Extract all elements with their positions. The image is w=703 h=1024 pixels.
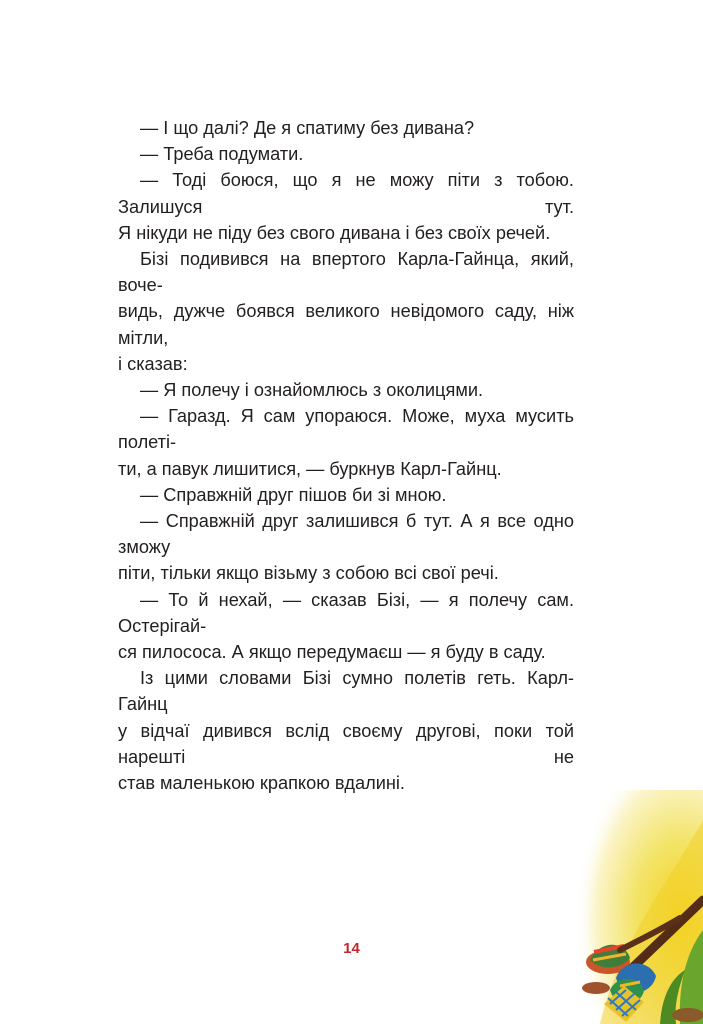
paragraph (118, 665, 574, 796)
paragraph (118, 167, 574, 246)
text-line: — Справжній друг залишився б тут. А я все одно зможу (118, 511, 574, 558)
text-line: став маленькою крапкою вдалині. (118, 773, 405, 794)
text-line: піти, тільки якщо візьму з собою всі свої речі. (118, 563, 499, 584)
paragraph (118, 115, 574, 141)
story-text (118, 115, 574, 796)
text-line: ти, а павук лишитися, — буркнув Карл-Гайнц. (118, 458, 502, 479)
text-line: у відчаї дивився вслід своєму другові, поки той нарешті не (118, 720, 574, 767)
paragraph (118, 587, 574, 666)
text-line: і сказав: (118, 353, 188, 374)
garden-illustration (560, 790, 703, 1024)
paragraph (118, 141, 574, 167)
paragraph (118, 246, 574, 377)
text-line: ся пилососа. А якщо передумаєш — я буду в саду. (118, 642, 546, 663)
text-line: — Я полечу і ознайомлюсь з околицями. (140, 380, 484, 401)
text-line: — Треба подумати. (140, 144, 304, 165)
text-line: — Справжній друг пішов би зі мною. (140, 484, 447, 505)
text-line: — Гаразд. Я сам упораюся. Може, муха мусить полеті- (118, 406, 574, 453)
paragraph (118, 508, 574, 587)
text-line: — Тоді боюся, що я не можу піти з тобою. Залишуся тут. (118, 170, 574, 217)
text-line: Я нікуди не піду без свого дивана і без своїх речей. (118, 222, 551, 243)
paragraph (118, 482, 574, 508)
paragraph (118, 377, 574, 403)
text-line: — І що далі? Де я спатиму без дивана? (140, 118, 475, 138)
paragraph (118, 403, 574, 482)
page-number: 14 (343, 940, 360, 957)
text-line: Бізі подивився на впертого Карла-Гайнца, який, воче- (118, 249, 574, 296)
text-line: видь, дужче боявся великого невідомого саду, ніж мітли, (118, 301, 574, 348)
text-line: — То й нехай, — сказав Бізі, — я полечу сам. Остерігай- (118, 589, 574, 636)
text-line: Із цими словами Бізі сумно полетів геть. Карл-Гайнц (118, 668, 574, 715)
